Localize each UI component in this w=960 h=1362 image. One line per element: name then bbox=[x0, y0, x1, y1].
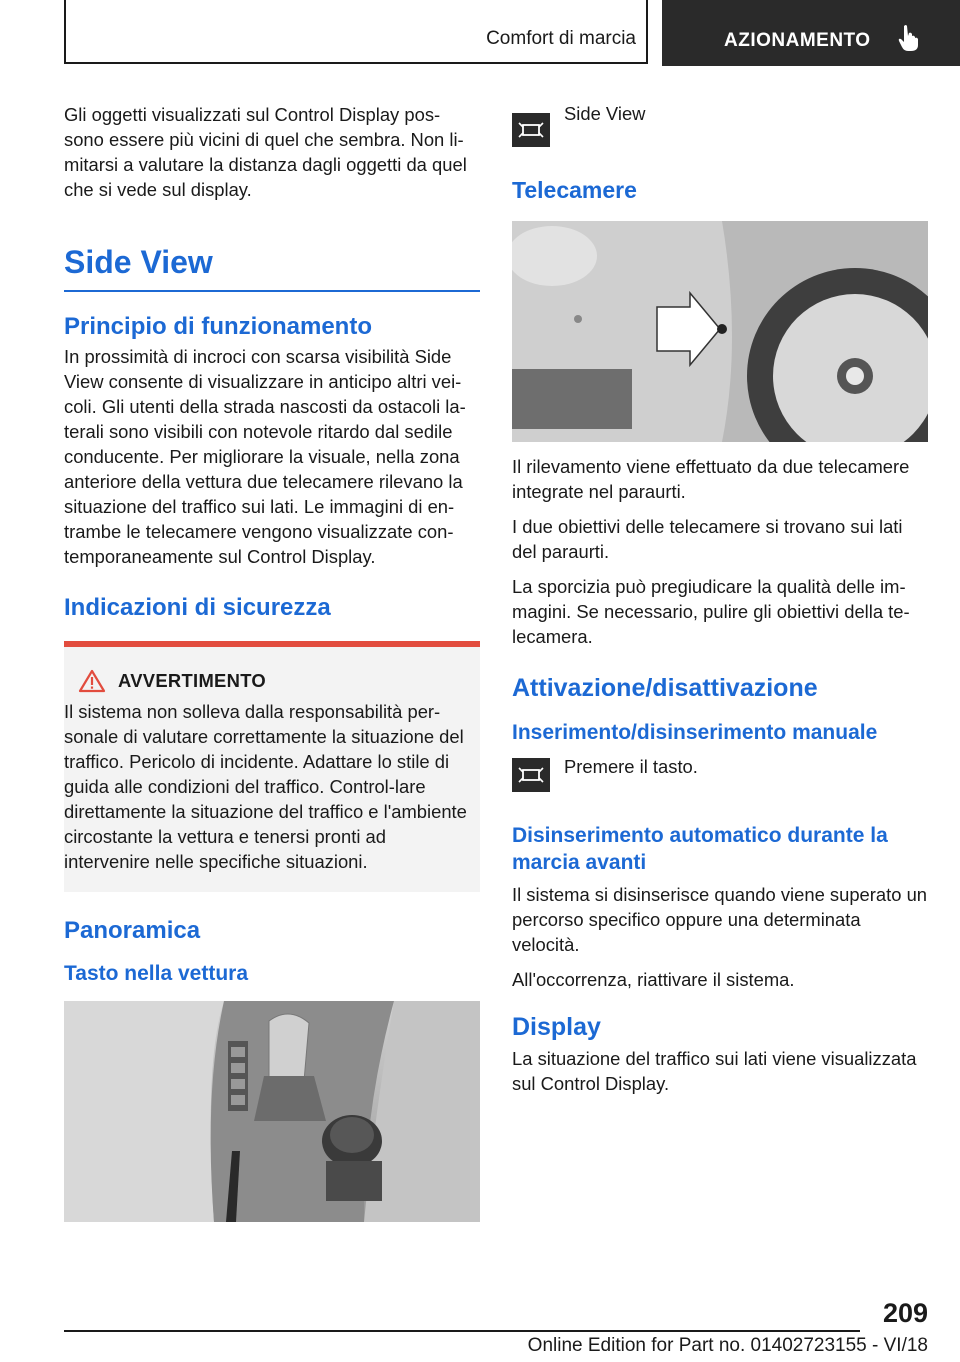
auto-off-heading: Disinserimento automatico durante la marcia avanti bbox=[512, 824, 888, 874]
side-view-camera-icon bbox=[512, 758, 550, 792]
warning-title: AVVERTIMENTO bbox=[118, 669, 267, 691]
header-bottom-rule bbox=[64, 62, 648, 64]
warning-header bbox=[64, 669, 472, 693]
side-view-camera-icon bbox=[512, 113, 550, 147]
left-column bbox=[64, 100, 480, 1222]
chapter-title: AZIONAMENTO bbox=[724, 30, 871, 51]
principle-heading: Principio di funzionamento bbox=[64, 312, 372, 340]
section-title: Comfort di marcia bbox=[486, 28, 636, 49]
manual-heading: Inserimento/disinserimento manuale bbox=[512, 721, 878, 744]
center-console-photo bbox=[64, 1001, 480, 1222]
header-divider bbox=[646, 0, 648, 64]
manual-instruction: Premere il tasto. bbox=[564, 756, 698, 777]
activation-heading: Attivazione/disattivazione bbox=[512, 674, 818, 702]
console-illustration bbox=[64, 1001, 480, 1222]
display-heading: Display bbox=[512, 1013, 601, 1041]
warning-text: Il sistema non solleva dalla responsabilità per-sonale di valutare correttamente la situazione del traffico. Pericolo di incidente. Adattare lo stile di guida alle condizioni del traffico. Control-lare direttamente la situazione del traffico e l'ambiente circostante la vettura e tenersi pronti ad intervenire nelle specifiche situazioni. bbox=[64, 700, 467, 872]
page-number: 209 bbox=[882, 1298, 928, 1328]
manual-button-row bbox=[512, 758, 928, 792]
cameras-heading: Telecamere bbox=[512, 177, 637, 203]
title-rule bbox=[64, 290, 480, 292]
warning-triangle-icon bbox=[78, 669, 106, 693]
bumper-illustration bbox=[512, 221, 928, 442]
safety-heading: Indicazioni di sicurezza bbox=[64, 593, 331, 621]
header-left-rule bbox=[64, 0, 66, 64]
right-column bbox=[512, 100, 928, 1096]
intro-paragraph: Gli oggetti visualizzati sul Control Display pos-sono essere più vicini di quel che sembra. Non li-mitarsi a valutare la distanza dagli oggetti da quel che si vede sul display. bbox=[64, 104, 467, 200]
chapter-tab bbox=[662, 0, 960, 66]
principle-paragraph: In prossimità di incroci con scarsa visibilità Side View consente di visualizzare in anticipo altri vei-coli. Gli utenti della strada nascosti da ostacoli la-terali sono visibili con notevole ritardo dal sedile conducente. Per migliorare la visuale, nella zona anteriore della vettura due telecamere rilevano la situazione del traffico sui lati. Le immagini di en-trambe le telecamere vengono visualizzate con-temporaneamente sul Control Display. bbox=[64, 345, 466, 567]
side-view-button-label: Side View bbox=[564, 103, 646, 124]
warning-box bbox=[64, 641, 480, 892]
side-view-button-row bbox=[512, 103, 928, 147]
pointing-hand-icon bbox=[898, 24, 920, 52]
edition-note: Online Edition for Part no. 01402723155 - VI/18 bbox=[527, 1335, 928, 1356]
button-heading: Tasto nella vettura bbox=[64, 961, 248, 985]
page-title: Side View bbox=[64, 244, 213, 280]
auto-off-paragraph-1: Il sistema si disinserisce quando viene superato un percorso specifico oppure una determinata velocità. bbox=[512, 884, 928, 955]
display-paragraph: La situazione del traffico sui lati viene visualizzata sul Control Display. bbox=[512, 1048, 917, 1094]
cameras-paragraph-2: I due obiettivi delle telecamere si trovano sui lati del paraurti. bbox=[512, 516, 903, 562]
cameras-paragraph-3: La sporcizia può pregiudicare la qualità delle im-magini. Se necessario, pulire gli obiettivi della te-lecamera. bbox=[512, 576, 910, 647]
overview-heading: Panoramica bbox=[64, 916, 201, 944]
auto-off-paragraph-2: All'occorrenza, riattivare il sistema. bbox=[512, 969, 795, 990]
footer-rule bbox=[64, 1330, 860, 1332]
front-bumper-photo bbox=[512, 221, 928, 442]
cameras-paragraph-1: Il rilevamento viene effettuato da due telecamere integrate nel paraurti. bbox=[512, 456, 910, 502]
